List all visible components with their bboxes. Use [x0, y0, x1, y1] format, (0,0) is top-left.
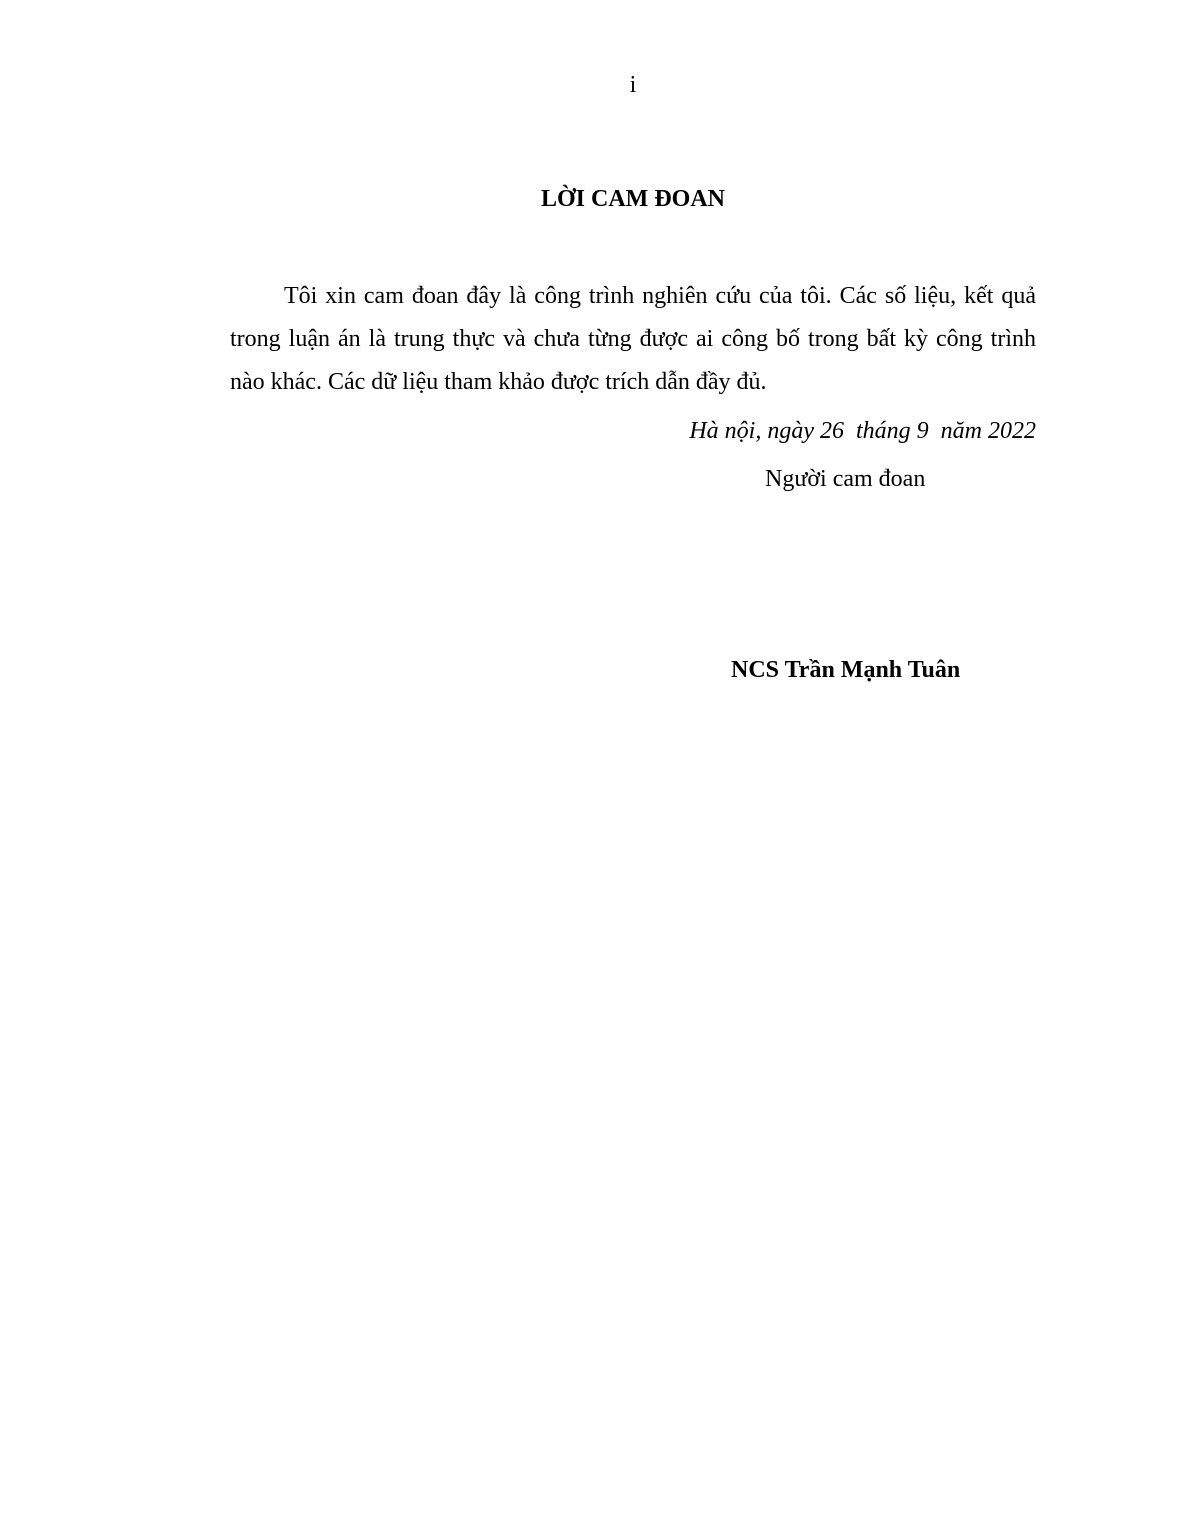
date-line: Hà nội, ngày 26 tháng 9 năm 2022: [689, 418, 1036, 444]
page-number: i: [629, 72, 637, 98]
declaration-paragraph: Tôi xin cam đoan đây là công trình nghiên cứu của tôi. Các số liệu, kết quả trong luận án là trung thực và chưa từng được ai công bố trong bất kỳ công trình nào khác. Các dữ liệu tham khảo được trích dẫn đầy đủ.: [230, 283, 1036, 395]
signer-label: Người cam đoan: [765, 466, 926, 492]
document-title: LỜI CAM ĐOAN: [541, 186, 725, 212]
signer-name: NCS Trần Mạnh Tuân: [731, 657, 961, 683]
